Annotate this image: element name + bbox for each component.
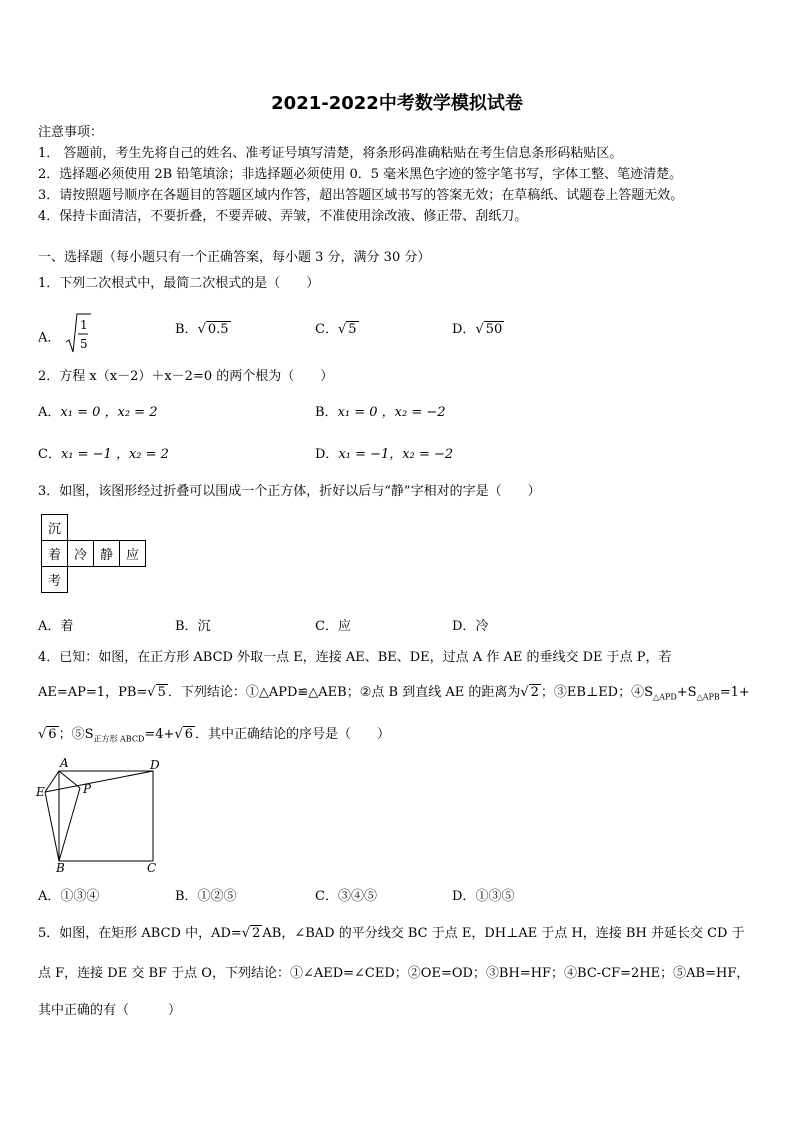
q2-option-a[interactable]: A．x₁ = 0 ，x₂ = 2 — [38, 405, 158, 420]
notice-item-2: 2．选择题必须使用 2B 铅笔填涂；非选择题必须使用 0．5 毫米黑色字迹的签字笔书写，字体工整、笔迹清楚。 — [38, 167, 683, 182]
q5-line-1: 5．如图，在矩形 ABCD 中，AD=√ 2 AB，∠BAD 的平分线交 BC 于点 E，DH⊥AE 于点 H，连接 BH 并延长交 CD 于 — [38, 926, 745, 941]
q2-option-c[interactable]: C．x₁ = −1 ，x₂ = 2 — [38, 447, 169, 462]
q1-option-a[interactable]: A． 1 5 — [38, 318, 91, 358]
segment-ae-eb — [45, 771, 59, 861]
q1-option-d[interactable]: D．√ 50 — [452, 322, 503, 337]
q4-line-2: AE=AP=1，PB=√ 5 ．下列结论：①△APD≌△AEB；②点 B 到直线 AE 的距离为√ 2 ；③EB⊥ED；$④S_{\triangle APD}+S_{\triangle APB}=1+$ — [38, 685, 750, 702]
q4-option-a[interactable]: A．①③④ — [38, 889, 100, 904]
q4-option-d[interactable]: D．①③⑤ — [452, 889, 515, 904]
q3-stem: 3．如图，该图形经过折叠可以围成一个正方体，折好以后与“静”字相对的字是（ ） — [38, 484, 541, 499]
net-cell: 沉 — [42, 515, 68, 541]
point-label-e: E — [36, 785, 45, 799]
svg-text:5: 5 — [79, 337, 88, 351]
point-label-b: B — [56, 861, 65, 874]
section-heading: 一、选择题（每小题只有一个正确答案，每小题 3 分，满分 30 分） — [38, 250, 431, 265]
point-label-p: P — [83, 782, 92, 796]
q3-option-c[interactable]: C．应 — [315, 619, 351, 634]
q2-stem: 2．方程 x（x－2）＋x－2=0 的两个根为（ ） — [38, 369, 334, 384]
q2-option-b[interactable]: B．x₁ = 0 ，x₂ = −2 — [315, 405, 446, 420]
cube-net — [41, 514, 146, 593]
point-label-d: D — [150, 758, 160, 772]
net-cell: 考 — [42, 567, 68, 593]
q1-option-b[interactable]: B．√ 0.5 — [175, 322, 229, 337]
segment-ap — [59, 771, 80, 788]
sqrt-sign-icon — [65, 312, 91, 356]
net-cell: 应 — [120, 541, 146, 567]
q3-option-b[interactable]: B．沉 — [175, 619, 211, 634]
q4-line-3: √ 6 ；$⑤S_{正方形 ABCD}=4+√$ 6 ．其中正确结论的序号是（ ） — [38, 727, 391, 744]
q4-line-1: 4．已知：如图，在正方形 ABCD 外取一点 E，连接 AE、BE、DE，过点 A 作 AE 的垂线交 DE 于点 P，若 — [38, 650, 672, 665]
notice-item-3: 3．请按照题号顺序在各题目的答题区域内作答，超出答题区域书写的答案无效；在草稿纸、试题卷上答题无效。 — [38, 188, 684, 203]
notice-heading: 注意事项： — [38, 125, 104, 140]
q3-option-a[interactable]: A．着 — [38, 619, 74, 634]
q4-figure — [30, 752, 165, 874]
q1-option-c[interactable]: C．√ 5 — [315, 322, 357, 337]
svg-text:1: 1 — [79, 318, 88, 332]
segment-pb — [59, 788, 80, 861]
q4-option-b[interactable]: B．①②⑤ — [175, 889, 237, 904]
net-cell: 着 — [42, 541, 68, 567]
segment-ed — [45, 771, 153, 792]
net-cell: 冷 — [68, 541, 94, 567]
point-label-a: A — [60, 756, 69, 770]
q5-line-3: 其中正确的有（ ） — [38, 1003, 182, 1018]
q4-option-c[interactable]: C．③④⑤ — [315, 889, 377, 904]
notice-item-4: 4．保持卡面清洁，不要折叠，不要弄破、弄皱，不准使用涂改液、修正带、刮纸刀。 — [38, 209, 528, 224]
square-abcd — [59, 771, 153, 861]
point-label-c: C — [147, 861, 157, 874]
q1-stem: 1．下列二次根式中，最简二次根式的是（ ） — [38, 276, 320, 291]
net-cell: 静 — [94, 541, 120, 567]
q1-a-radical — [65, 318, 91, 358]
notice-item-1: 1． 答题前，考生先将自己的姓名、准考证号填写清楚，将条形码准确粘贴在考生信息条形码粘贴区。 — [38, 146, 623, 161]
q3-option-d[interactable]: D．冷 — [452, 619, 489, 634]
q5-line-2: 点 F，连接 DE 交 BF 于点 O，下列结论：①∠AED=∠CED；②OE=OD；③BH=HF；④BC-CF=2HE；⑤AB=HF， — [38, 966, 750, 981]
page-title: 2021-2022中考数学模拟试卷 — [271, 93, 523, 114]
q2-option-d[interactable]: D．x₁ = −1，x₂ = −2 — [315, 447, 454, 462]
